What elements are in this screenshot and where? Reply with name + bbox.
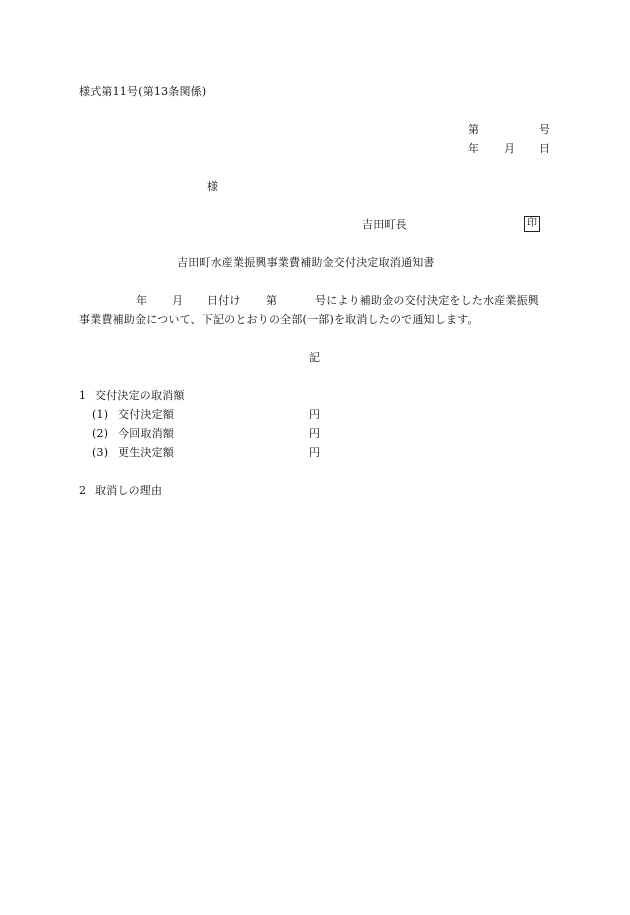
section2-number: 2 xyxy=(79,484,87,497)
item-1-number: (1) xyxy=(92,408,109,421)
addressee-suffix: 様 xyxy=(207,180,219,193)
body-dated: 日付け xyxy=(207,294,241,307)
date-year: 年 xyxy=(468,142,480,155)
item-2-label: 今回取消額 xyxy=(118,427,174,440)
item-2-unit: 円 xyxy=(309,427,321,440)
body-line1: 号により補助金の交付決定をした水産業振興 xyxy=(315,294,539,307)
body-dai: 第 xyxy=(266,294,278,307)
item-2-number: (2) xyxy=(92,427,109,440)
form-number: 様式第11号(第13条関係) xyxy=(79,85,207,98)
date-month: 月 xyxy=(504,142,516,155)
ki-heading: 記 xyxy=(309,351,321,364)
body-month: 月 xyxy=(172,294,184,307)
doc-number-suffix: 号 xyxy=(539,123,551,136)
sender-name: 吉田町長 xyxy=(362,218,407,231)
item-1-label: 交付決定額 xyxy=(118,408,174,421)
item-1-unit: 円 xyxy=(309,408,321,421)
seal-mark: 印 xyxy=(524,216,540,232)
document-title: 吉田町水産業振興事業費補助金交付決定取消通知書 xyxy=(177,256,435,269)
item-3-unit: 円 xyxy=(309,446,321,459)
section2-heading: 取消しの理由 xyxy=(95,484,163,497)
body-line2: 事業費補助金について、下記のとおりの全部(一部)を取消したので通知します。 xyxy=(79,313,479,326)
section1-heading: 交付決定の取消額 xyxy=(95,389,185,402)
date-day: 日 xyxy=(539,142,551,155)
item-3-number: (3) xyxy=(92,446,109,459)
item-3-label: 更生決定額 xyxy=(118,446,174,459)
doc-number-prefix: 第 xyxy=(468,123,480,136)
section1-number: 1 xyxy=(79,389,87,402)
body-year: 年 xyxy=(136,294,148,307)
